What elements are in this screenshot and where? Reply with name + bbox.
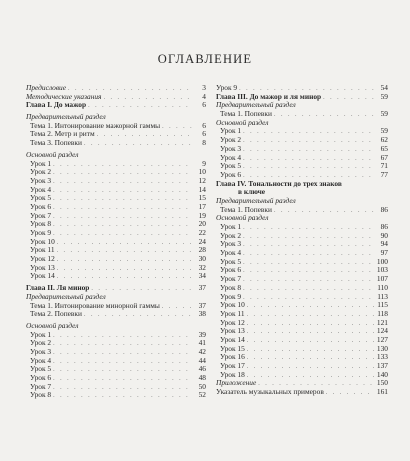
toc-entry-title: Предисловие [26,84,67,92]
leader-dots [53,221,192,229]
toc-entry-title: Урок 6 [30,374,52,382]
toc-entry-title: Урок 11 [220,309,245,318]
toc-entry [216,266,388,275]
toc-entry-title: Урок 14 [30,272,55,281]
toc-entry-title: Урок 10 [30,237,55,246]
toc-entry-title: Урок 17 [220,362,245,370]
toc-entry [216,362,388,371]
toc-entry [26,93,206,102]
toc-chapter-entry [216,93,388,102]
toc-entry-title: Тема 2. Метр и ритм [30,130,95,139]
toc-entry [216,319,388,328]
toc-page-number: 94 [380,240,388,249]
toc-entry-title: в ключе [238,188,266,197]
leader-dots [53,375,192,383]
toc-entry-title: Основной раздел [216,118,269,127]
toc-page-number: 59 [380,110,388,119]
toc-page-number: 34 [198,272,206,281]
toc-page-number: 97 [380,249,388,258]
leader-dots [53,230,192,238]
toc-entry-title: Тема 1. Попевки [220,205,272,214]
toc-entry [216,110,388,119]
leader-dots [53,340,192,348]
leader-dots [243,146,374,154]
toc-page-number: 54 [380,84,388,92]
toc-page-number: 42 [198,347,206,356]
toc-entry-title: Урок 5 [30,194,52,203]
toc-page-number: 12 [198,176,206,185]
toc-entry-title: Урок 2 [220,231,242,240]
toc-section-label [216,214,388,223]
toc-section-label [26,113,206,122]
toc-entry-title: Глава I. До мажор [26,101,87,110]
toc-entry-title: Тема 3. Попевки [30,139,82,148]
toc-page-number: 124 [376,327,388,336]
leader-dots [243,276,374,284]
leader-dots [326,389,374,397]
toc-entry [26,331,206,340]
leader-dots [88,102,192,110]
leader-dots [53,332,192,340]
toc-page-number: 67 [380,153,388,162]
toc-right-column [216,84,388,397]
leader-dots [247,328,374,336]
toc-page-number: 115 [377,301,388,310]
toc-entry-title: Урок 7 [30,382,52,391]
toc-chapter-entry [26,101,206,110]
toc-entry-title: Глава III. До мажор и ля минор [216,92,322,101]
toc-entry-title: Урок 1 [220,127,242,136]
leader-dots [53,384,192,392]
toc-page-number: 6 [202,101,206,110]
toc-entry [216,249,388,258]
leader-dots [53,358,192,366]
toc-page-number: 86 [380,223,388,231]
toc-entry [216,275,388,284]
toc-entry [26,302,206,311]
toc-entry-title: Тема 2. Попевки [30,310,82,319]
toc-page-number: 32 [198,263,206,272]
toc-entry [26,203,206,212]
leader-dots [53,161,192,169]
toc-page-number: 107 [376,275,388,284]
toc-entry [26,383,206,392]
toc-entry [216,188,388,197]
toc-entry [26,365,206,374]
toc-entry-title: Урок 3 [30,176,52,185]
leader-dots [243,267,374,275]
toc-chapter-entry [216,180,388,189]
toc-page-number: 14 [198,185,206,194]
leader-dots [243,241,374,249]
leader-dots [243,224,374,232]
leader-dots [53,366,192,374]
toc-page-number: 100 [376,257,388,266]
leader-dots [243,137,374,145]
toc-entry [26,84,206,93]
toc-page-number: 110 [377,283,388,292]
toc-entry [26,374,206,383]
toc-entry-title: Урок 3 [30,347,52,356]
toc-entry-title: Урок 6 [30,202,52,211]
toc-entry-title: Тема 1. Интонирование минорной гаммы [30,301,160,310]
toc-entry [216,388,388,397]
toc-entry-title: Предварительный раздел [216,196,296,205]
toc-entry [26,391,206,400]
leader-dots [57,256,192,264]
toc-entry [26,357,206,366]
toc-entry-title: Урок 1 [30,330,52,339]
toc-page-number: 50 [198,382,206,391]
leader-dots [53,169,192,177]
toc-entry [216,301,388,310]
toc-entry-title: Урок 5 [220,162,242,171]
leader-dots [243,172,374,180]
leader-dots [243,155,374,163]
toc-entry-title: Глава II. Ля минор [26,284,90,293]
toc-entry [26,130,206,139]
toc-section-label [216,101,388,110]
leader-dots [274,207,374,215]
toc-entry-title: Урок 4 [30,185,52,194]
toc-page-number: 20 [198,220,206,229]
toc-entry-title: Урок 6 [220,170,242,179]
leader-dots [258,380,374,388]
toc-page-number: 133 [376,353,388,362]
toc-entry [216,206,388,215]
toc-page-number: 46 [198,365,206,374]
toc-entry [26,310,206,319]
toc-page-number: 38 [198,310,206,319]
toc-entry [216,310,388,319]
leader-dots [68,85,192,93]
toc-entry-title: Урок 14 [220,335,245,344]
toc-page-number: 6 [202,121,206,130]
toc-page-number: 71 [380,162,388,171]
leader-dots [84,140,192,148]
leader-dots [57,273,192,281]
leader-dots [247,337,374,345]
toc-page-number: 44 [198,356,206,365]
leader-dots [97,131,192,139]
leader-dots [247,354,374,362]
toc-entry-title: Урок 4 [30,356,52,365]
toc-page-number: 150 [376,379,388,388]
toc-entry [216,136,388,145]
toc-page-number: 65 [380,144,388,153]
leader-dots [57,265,192,273]
leader-dots [247,302,374,310]
leader-dots [243,163,374,171]
toc-entry-title: Урок 12 [220,318,245,327]
leader-dots [274,111,374,119]
toc-entry [216,336,388,345]
toc-entry [26,246,206,255]
leader-dots [243,128,374,136]
toc-page-number: 137 [376,362,388,370]
toc-entry [216,171,388,180]
toc-page-number: 30 [198,255,206,264]
toc-entry-title: Урок 18 [220,370,245,379]
toc-section-label [26,293,206,302]
toc-entry-title: Урок 4 [220,153,242,162]
page-title: ОГЛАВЛЕНИЕ [157,52,253,66]
toc-page-number: 140 [376,370,388,379]
toc-entry-title: Урок 3 [220,144,242,153]
toc-entry [216,353,388,362]
leader-dots [57,239,192,247]
toc-page-number: 62 [380,136,388,145]
toc-page-number: 121 [376,318,388,327]
toc-entry [26,122,206,131]
toc-entry-title: Урок 6 [220,266,242,275]
toc-entry-title: Указатель музыкальных примеров [216,388,324,397]
toc-page-number: 28 [198,246,206,255]
toc-entry [26,272,206,281]
toc-entry-title: Урок 7 [30,211,52,220]
toc-page-number: 8 [202,139,206,148]
leader-dots [162,123,192,131]
toc-entry [26,177,206,186]
toc-entry [216,258,388,267]
toc-page-number: 9 [202,159,206,168]
toc-entry [216,84,388,93]
toc-entry [216,162,388,171]
toc-entry [216,154,388,163]
toc-page-number: 113 [377,292,388,301]
leader-dots [243,259,374,267]
toc-page-number: 17 [198,202,206,211]
toc-page-number: 161 [376,388,388,397]
toc-entry [216,223,388,232]
toc-page-number: 4 [202,92,206,101]
toc-entry-title: Урок 7 [220,275,242,284]
toc-entry [216,145,388,154]
toc-page-number: 52 [198,391,206,400]
toc-section-label [26,151,206,160]
leader-dots [243,285,374,293]
toc-left-column [26,84,206,400]
toc-entry-title: Приложение [216,379,257,388]
leader-dots [53,213,192,221]
toc-entry [216,345,388,354]
toc-page-number: 24 [198,237,206,246]
toc-entry-title: Урок 5 [220,257,242,266]
toc-entry-title: Урок 2 [220,136,242,145]
toc-entry [216,371,388,380]
toc-entry [26,139,206,148]
toc-entry-title: Урок 8 [220,283,242,292]
leader-dots [53,195,192,203]
toc-page-number: 3 [202,84,206,92]
toc-page-number: 48 [198,374,206,382]
toc-entry-title: Урок 1 [220,223,242,231]
toc-entry [26,229,206,238]
toc-entry [26,212,206,221]
leader-dots [104,94,193,102]
toc-page-number: 37 [198,301,206,310]
leader-dots [53,392,192,400]
toc-entry-title: Урок 13 [30,263,55,272]
leader-dots [162,303,192,311]
toc-page-number: 37 [198,284,206,293]
toc-entry [216,240,388,249]
toc-entry-title: Урок 12 [30,255,55,264]
toc-entry-title: Урок 2 [30,339,52,348]
leader-dots [243,233,374,241]
toc-page-number: 59 [380,127,388,136]
leader-dots [247,363,374,371]
toc-page-number: 130 [376,344,388,353]
leader-dots [53,349,192,357]
toc-entry [216,232,388,241]
toc-page-number: 90 [380,231,388,240]
toc-entry [26,160,206,169]
toc-entry-title: Урок 3 [220,240,242,249]
toc-entry-title: Методические указания [26,92,102,101]
leader-dots [239,85,374,93]
toc-entry-title: Урок 9 [30,229,52,237]
leader-dots [53,178,192,186]
leader-dots [247,311,374,319]
leader-dots [323,94,374,102]
toc-page-number: 15 [198,194,206,203]
toc-entry-title: Урок 9 [216,84,238,92]
toc-entry-title: Основной раздел [216,214,269,223]
toc-page-number: 41 [198,339,206,348]
toc-entry [26,194,206,203]
toc-entry-title: Урок 1 [30,159,52,168]
toc-entry [216,284,388,293]
toc-entry [216,327,388,336]
toc-page-number: 77 [380,170,388,179]
toc-page-number: 22 [198,229,206,237]
toc-page-number: 86 [380,205,388,214]
toc-entry-title: Предварительный раздел [26,292,106,301]
leader-dots [53,204,192,212]
toc-entry-title: Урок 2 [30,168,52,177]
toc-entry-title: Глава IV. Тональности до трех знаков [216,179,342,188]
toc-page-number: 118 [377,309,388,318]
toc-page-number: 39 [198,330,206,339]
leader-dots [84,311,192,319]
toc-page-number: 19 [198,211,206,220]
toc-entry [26,348,206,357]
toc-entry-title: Урок 16 [220,353,245,362]
toc-page-number: 6 [202,130,206,139]
leader-dots [243,294,374,302]
toc-page-number: 127 [376,335,388,344]
toc-entry [216,127,388,136]
toc-page-number: 10 [198,168,206,177]
toc-entry-title: Урок 11 [30,246,55,255]
leader-dots [247,320,374,328]
leader-dots [91,285,192,293]
toc-entry-title: Предварительный раздел [26,113,106,122]
toc-entry-title: Урок 10 [220,301,245,310]
toc-entry-title: Предварительный раздел [216,101,296,110]
toc-entry [26,339,206,348]
toc-entry-title: Урок 4 [220,249,242,258]
toc-entry-title: Основной раздел [26,150,79,159]
toc-entry [26,220,206,229]
toc-entry [26,238,206,247]
toc-section-label [216,197,388,206]
toc-entry [26,255,206,264]
toc-page-number: 103 [376,266,388,275]
toc-entry-title: Тема 1. Попевки [220,110,272,119]
toc-section-label [216,119,388,128]
leader-dots [243,250,374,258]
toc-chapter-entry [26,284,206,293]
toc-entry [216,379,388,388]
leader-dots [57,247,192,255]
leader-dots [247,372,374,380]
toc-page-number: 59 [380,92,388,101]
toc-entry-title: Урок 5 [30,365,52,374]
toc-section-label [26,322,206,331]
toc-entry-title: Урок 8 [30,391,52,400]
toc-entry-title: Урок 15 [220,344,245,353]
toc-entry-title: Урок 13 [220,327,245,336]
toc-entry [26,186,206,195]
toc-entry [26,264,206,273]
toc-entry-title: Тема 1. Интонирование мажорной гаммы [30,121,161,130]
toc-entry-title: Урок 9 [220,292,242,301]
toc-entry [26,168,206,177]
leader-dots [247,346,374,354]
toc-entry-title: Основной раздел [26,321,79,330]
toc-entry-title: Урок 8 [30,220,52,229]
toc-entry [216,293,388,302]
leader-dots [53,187,192,195]
